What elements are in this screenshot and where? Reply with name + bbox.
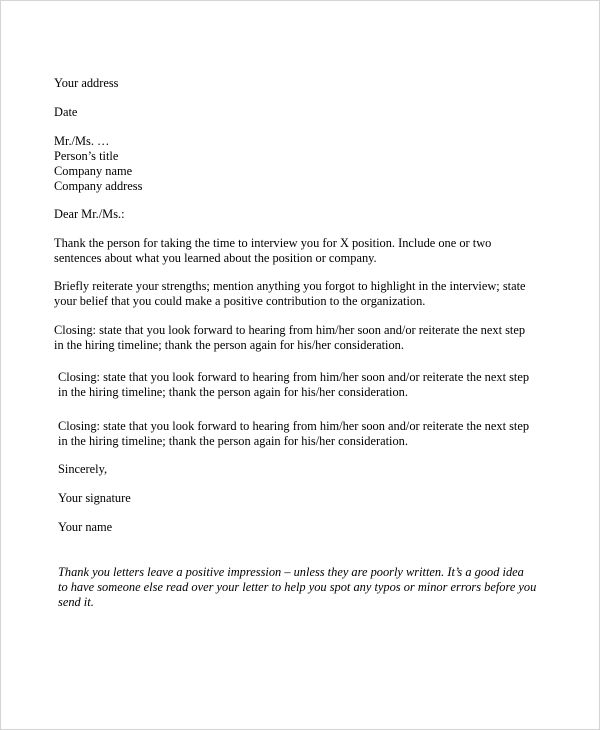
body-paragraph-3 bbox=[54, 323, 554, 353]
typed-name: Your name bbox=[58, 520, 113, 534]
note-line: Thank you letters leave a positive impression – unless they are poorly written. It’s a good idea bbox=[58, 565, 524, 579]
body-paragraph-4 bbox=[58, 370, 558, 400]
recipient-title: Person’s title bbox=[54, 149, 119, 163]
paragraph-line: in the hiring timeline; thank the person again for his/her consideration. bbox=[58, 434, 408, 448]
salutation: Dear Mr./Ms.: bbox=[54, 207, 125, 221]
paragraph-line: sentences about what you learned about the position or company. bbox=[54, 251, 377, 265]
paragraph-line: Briefly reiterate your strengths; mention anything you forgot to highlight in the interview; state bbox=[54, 279, 526, 293]
paragraph-line: Closing: state that you look forward to hearing from him/her soon and/or reiterate the next step bbox=[58, 419, 530, 433]
paragraph-line: in the hiring timeline; thank the person again for his/her consideration. bbox=[58, 385, 408, 399]
advice-note bbox=[58, 565, 558, 610]
sender-address: Your address bbox=[54, 76, 119, 90]
signature-line: Your signature bbox=[58, 491, 131, 505]
complimentary-close: Sincerely, bbox=[58, 462, 108, 476]
paragraph-line: Closing: state that you look forward to hearing from him/her soon and/or reiterate the next step bbox=[58, 370, 530, 384]
recipient-company-name: Company name bbox=[54, 164, 133, 178]
paragraph-line: Closing: state that you look forward to hearing from him/her soon and/or reiterate the next step bbox=[54, 323, 526, 337]
body-paragraph-2 bbox=[54, 279, 554, 309]
paragraph-line: in the hiring timeline; thank the person again for his/her consideration. bbox=[54, 338, 404, 352]
paragraph-line: your belief that you could make a positive contribution to the organization. bbox=[54, 294, 426, 308]
letter-date: Date bbox=[54, 105, 78, 119]
body-paragraph-1 bbox=[54, 236, 554, 266]
body-paragraph-5 bbox=[58, 419, 558, 449]
paragraph-line: Thank the person for taking the time to interview you for X position. Include one or two bbox=[54, 236, 492, 250]
recipient-block bbox=[54, 134, 554, 194]
recipient-company-address: Company address bbox=[54, 179, 143, 193]
note-line: send it. bbox=[58, 595, 94, 609]
note-line: to have someone else read over your letter to help you spot any typos or minor errors before you bbox=[58, 580, 537, 594]
recipient-name: Mr./Ms. … bbox=[54, 134, 110, 148]
